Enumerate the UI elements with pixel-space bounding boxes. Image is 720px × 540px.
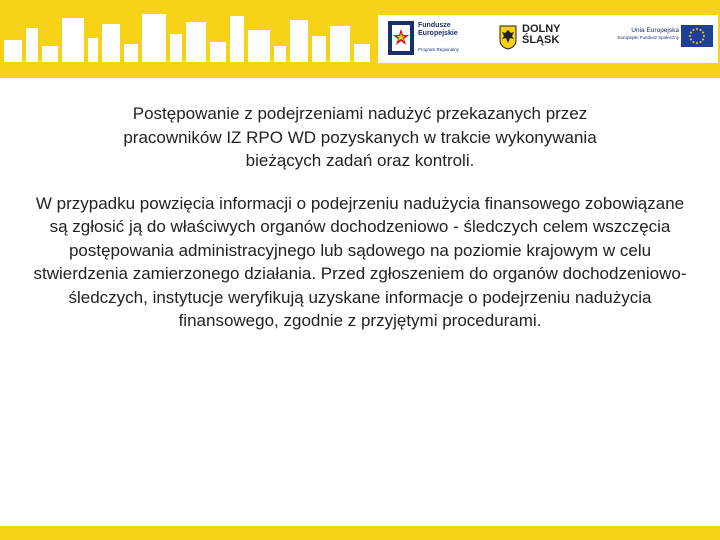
logo-panel xyxy=(378,15,718,63)
eu-funds-star-icon xyxy=(388,21,414,55)
footer-bar xyxy=(0,526,720,540)
eu-flag-icon xyxy=(681,25,713,47)
slide-body xyxy=(30,102,690,333)
paragraph-1: Postępowanie z podejrzeniami nadużyć przekazanych przez pracowników IZ RPO WD pozyskanych w trakcie wykonywania bieżących zadań oraz kontroli. xyxy=(123,104,597,170)
eu-logo-title: Unia Europejska xyxy=(631,27,679,34)
unia-europejska-logo xyxy=(600,25,715,55)
fundusze-europejskie-logo xyxy=(388,19,508,59)
fe-logo-line-2: Europejskie xyxy=(418,30,458,37)
dolny-slask-logo xyxy=(498,23,578,57)
fe-logo-line-1: Fundusze xyxy=(418,22,451,29)
eagle-crest-icon xyxy=(498,24,518,50)
header-banner xyxy=(0,0,720,78)
ds-logo-line-1: DOLNY xyxy=(522,23,561,35)
fe-logo-subtitle: Program Regionalny xyxy=(418,47,460,52)
ds-logo-line-2: ŚLĄSK xyxy=(522,34,560,46)
eu-logo-subtitle: Europejski Fundusz Społeczny xyxy=(617,35,679,40)
paragraph-2: W przypadku powzięcia informacji o podejrzeniu nadużycia finansowego zobowiązane są zgłosić ją do właściwych organów dochodzeniowo - śledczych celem wszczęcia postępowania administracyjnego lub sądowego na poziomie krajowym w celu stwierdzenia zamierzonego działania. Przed zgłoszeniem do organów dochodzeniowo-śledczych, instytucje weryfikują uzyskane informacje o podejrzeniu nadużycia finansowego, zgodnie z przyjętymi procedurami. xyxy=(33,193,687,330)
decorative-squares-graphic xyxy=(0,0,380,78)
